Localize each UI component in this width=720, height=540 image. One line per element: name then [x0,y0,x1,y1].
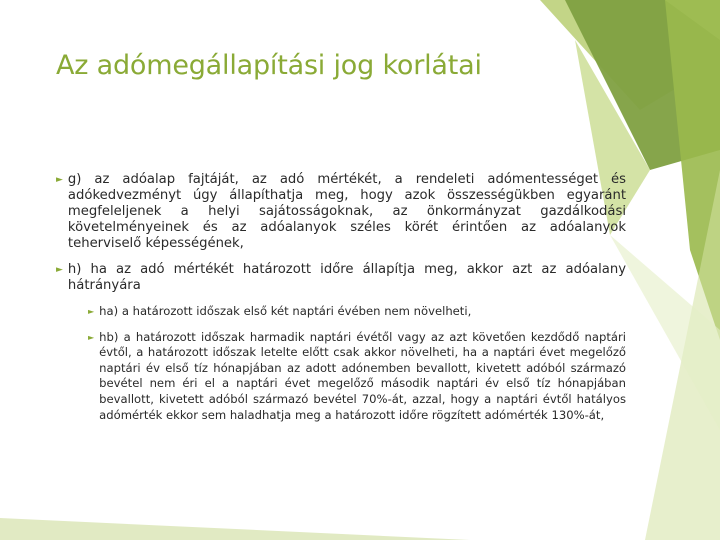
paragraph-h [56,262,626,294]
triangle-right-icon: ► [56,265,63,275]
paragraph-text: g) az adóalap fajtáját, az adó mértékét, a rendeleti adómentességet és adókedvezményt úgy állapíthatja meg, hogy azok összességükben egyaránt megfeleljenek a helyi sajátosságoknak, az önkormányzat gazdálkodási követelményeinek és az adóalanyok széles körét érintően az adóalanyok teherviselő képességének, [67,172,626,251]
slide-title: Az adómegállapítási jog korlátai [56,50,482,81]
paragraph-g [56,172,626,252]
paragraph-text: ha) a határozott időszak első két naptári évében nem növelheti, [99,304,472,318]
paragraph-hb [88,330,626,424]
shape-bottom-band [0,518,470,540]
paragraph-text: hb) a határozott időszak harmadik naptári évétől vagy az azt követően kezdődő naptári évtől, a határozott időszak letelte előtt csak akkor növelheti, ha a naptári évet megelőző naptári év első tíz hónapjában az adott adónemben bevallott, kivetett adóból származó bevétel nem éri el a naptári évet megelőző második naptári év első tíz hónapjában bevallott, kivetett adóból származó bevétel 70%-át, azzal, hogy a naptári évtől hatályos adómérték ekkor sem haladhatja meg a határozott időre rögzített adómérték 130%-át, [99,329,626,422]
paragraph-text: h) ha az adó mértékét határozott időre állapítja meg, akkor azt az adóalany hátrányára [67,262,626,293]
slide-body [56,172,626,423]
triangle-right-icon: ► [56,175,63,185]
triangle-right-icon: ► [88,332,95,342]
paragraph-ha [88,304,626,320]
triangle-right-icon: ► [88,307,95,316]
